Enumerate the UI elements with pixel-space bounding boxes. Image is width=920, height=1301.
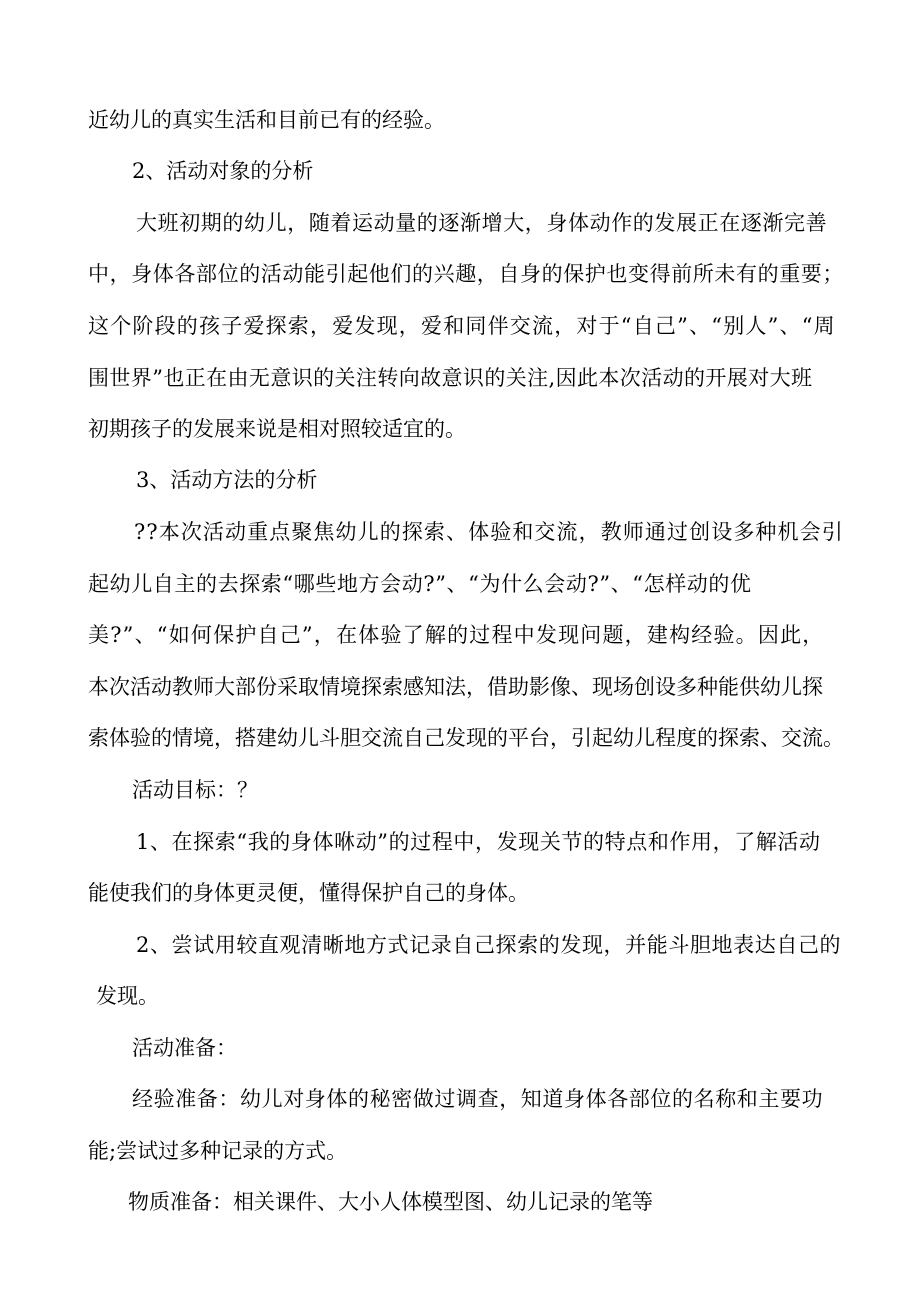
text-line: 美?”、“如何保护自己”，在体验了解的过程中发现问题，建构经验。因此， bbox=[88, 623, 825, 647]
text-line: 这个阶段的孩子爱探索，爱发现，爱和同伴交流，对于“自己”、“别人”、“周 bbox=[88, 314, 836, 338]
text-line: 中，身体各部位的活动能引起他们的兴趣，自身的保护也变得前所未有的重要； bbox=[88, 262, 844, 286]
text-line: 初期孩子的发展来说是相对照较适宜的。 bbox=[88, 417, 466, 441]
section-heading-preparation: 活动准备： bbox=[132, 1036, 237, 1060]
text-line: 能;尝试过多种记录的方式。 bbox=[88, 1139, 348, 1163]
text-line: 围世界”也正在由无意识的关注转向故意识的关注,因此本次活动的开展对大班 bbox=[88, 366, 813, 390]
text-line: 大班初期的幼儿，随着运动量的逐渐增大，身体动作的发展正在逐渐完善 bbox=[136, 211, 828, 235]
text-line: 物质准备：相关课件、大小人体模型图、幼儿记录的笔等 bbox=[128, 1190, 653, 1214]
text-line: 近幼儿的真实生活和目前已有的经验。 bbox=[88, 108, 445, 132]
text-line: 本次活动教师大部份采取情境探索感知法，借助影像、现场创设多种能供幼儿探 bbox=[88, 675, 823, 699]
text-line: ??本次活动重点聚焦幼儿的探索、体验和交流，教师通过创设多种机会引 bbox=[134, 520, 844, 544]
section-heading-goals: 活动目标：？ bbox=[132, 778, 258, 802]
text-line: 索体验的情境，搭建幼儿斗胆交流自己发现的平台，引起幼儿程度的探索、交流。 bbox=[88, 726, 844, 750]
section-heading-3: 3、活动方法的分析 bbox=[136, 468, 318, 492]
text-line: 经验准备：幼儿对身体的秘密做过调查，知道身体各部位的名称和主要功 bbox=[132, 1087, 824, 1111]
text-line: 发现。 bbox=[96, 984, 159, 1008]
text-line: 起幼儿自主的去探索“哪些地方会动?”、“为什么会动?”、“怎样动的优 bbox=[88, 572, 752, 596]
section-heading-2: 2、活动对象的分析 bbox=[132, 159, 314, 183]
text-line: 能使我们的身体更灵便，懂得保护自己的身体。 bbox=[88, 881, 529, 905]
text-line: 2、尝试用较直观清晰地方式记录自己探索的发现，并能斗胆地表达自己的 bbox=[136, 933, 842, 957]
text-line: 1、在探索“我的身体咻动”的过程中，发现关节的特点和作用，了解活动 bbox=[136, 830, 821, 854]
